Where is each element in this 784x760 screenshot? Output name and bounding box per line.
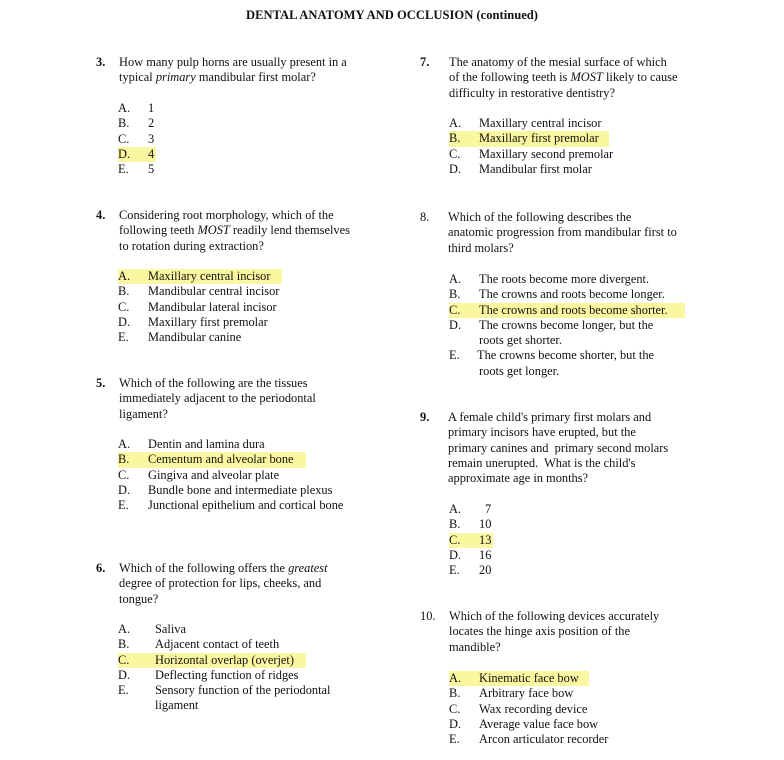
option-e[interactable]: E. The crowns become shorter, but the (449, 348, 655, 363)
stem-line: ligament? (119, 406, 168, 421)
question-number: 10. (420, 609, 436, 623)
stem-line: remain unerupted. What is the child's (448, 455, 636, 470)
stem-line: Which of the following are the tissues (119, 376, 308, 390)
question-number: 4. (96, 208, 106, 222)
option-e[interactable]: E. Junctional epithelium and cortical bone (118, 498, 344, 513)
options-q5 (118, 437, 344, 513)
option-e-continuation: ligament (155, 698, 199, 713)
question-stem (119, 208, 350, 254)
option-a[interactable]: A. Maxillary central incisor (449, 116, 602, 130)
options-q3 (118, 101, 156, 177)
option-a-answer[interactable]: A. Maxillary central incisor (118, 269, 282, 284)
question-stem (449, 609, 659, 655)
options-q9 (449, 502, 493, 578)
option-a[interactable]: A. 1 (118, 101, 155, 115)
question-number: 3. (96, 55, 106, 69)
stem-line: Considering root morphology, which of the (119, 208, 334, 222)
option-b[interactable]: B. The crowns and roots become longer. (449, 287, 665, 302)
option-c-answer[interactable]: C. The crowns and roots become shorter. (449, 303, 685, 318)
stem-line: typical primary mandibular first molar? (119, 70, 316, 85)
option-a[interactable]: A. Saliva (118, 622, 186, 636)
question-stem (449, 55, 678, 101)
stem-line: Which of the following devices accurately (449, 609, 660, 623)
option-e[interactable]: E. Sensory function of the periodontal (118, 683, 331, 698)
stem-line: immediately adjacent to the periodontal (119, 391, 316, 406)
option-c[interactable]: C. 3 (118, 131, 155, 146)
option-a[interactable]: A. The roots become more divergent. (449, 272, 650, 286)
question-stem (119, 561, 328, 607)
question-number: 9. (420, 410, 430, 424)
option-b[interactable]: B. 2 (118, 116, 155, 131)
option-d-answer[interactable]: D. 4 (118, 146, 155, 161)
question-stem (119, 376, 316, 422)
question-number: 8. (420, 210, 430, 224)
option-b[interactable]: B. Adjacent contact of teeth (118, 637, 280, 652)
option-c[interactable]: C. Maxillary second premolar (449, 146, 614, 161)
page-title: DENTAL ANATOMY AND OCCLUSION (continued) (245, 8, 539, 22)
stem-line: mandible? (449, 639, 501, 654)
option-d[interactable]: D. Average value face bow (449, 716, 599, 731)
options-q8 (449, 272, 685, 379)
option-e[interactable]: E. Arcon articulator recorder (449, 732, 609, 747)
option-d[interactable]: D. Deflecting function of ridges (118, 667, 299, 682)
option-c[interactable]: C. Wax recording device (449, 701, 588, 716)
question-number: 5. (96, 376, 106, 390)
option-b-answer[interactable]: B. Cementum and alveolar bone (118, 452, 306, 467)
question-number: 6. (96, 561, 106, 575)
options-q6 (118, 622, 331, 714)
stem-line: The anatomy of the mesial surface of which (449, 55, 667, 69)
stem-line: primary canines and primary second molars (448, 440, 669, 455)
option-e-continuation: roots get longer. (479, 363, 560, 378)
options-q10 (449, 671, 609, 747)
option-d[interactable]: D. Bundle bone and intermediate plexus (118, 482, 333, 497)
stem-line: Which of the following describes the (448, 210, 632, 224)
stem-line: locates the hinge axis position of the (449, 624, 631, 639)
stem-line: Which of the following offers the greatest (119, 561, 328, 575)
stem-line: A female child's primary first molars and (448, 410, 652, 424)
stem-line: degree of protection for lips, cheeks, and (119, 576, 322, 591)
option-c-answer[interactable]: C. 13 (449, 532, 492, 547)
stem-line: anatomic progression from mandibular first to (448, 225, 677, 240)
option-c-answer[interactable]: C. Horizontal overlap (overjet) (118, 653, 306, 668)
option-c[interactable]: C. Mandibular lateral incisor (118, 299, 277, 314)
question-stem (119, 55, 347, 86)
option-d[interactable]: D. Maxillary first premolar (118, 314, 268, 329)
question-stem (448, 410, 668, 486)
option-b[interactable]: B. Mandibular central incisor (118, 284, 280, 299)
option-e[interactable]: E. Mandibular canine (118, 330, 242, 345)
options-q4 (118, 269, 282, 345)
option-d[interactable]: D. Mandibular first molar (449, 161, 592, 176)
option-d-continuation: roots get shorter. (479, 333, 562, 348)
stem-line: third molars? (448, 240, 514, 255)
option-d[interactable]: D. The crowns become longer, but the (449, 317, 654, 332)
stem-line: tongue? (119, 591, 159, 606)
question-number: 7. (420, 55, 430, 69)
stem-line: following teeth MOST readily lend themselves (119, 223, 350, 238)
option-d[interactable]: D. 16 (449, 547, 492, 562)
stem-line: of the following teeth is MOST likely to cause (449, 70, 678, 85)
option-b-answer[interactable]: B. Maxillary first premolar (449, 131, 609, 146)
stem-line: primary incisors have erupted, but the (448, 425, 636, 440)
option-e[interactable]: E. 5 (118, 162, 155, 177)
option-a[interactable]: A. 7 (449, 502, 492, 516)
option-c[interactable]: C. Gingiva and alveolar plate (118, 467, 280, 482)
question-stem (448, 210, 677, 256)
stem-line: How many pulp horns are usually present in a (119, 55, 347, 69)
option-e[interactable]: E. 20 (449, 563, 492, 578)
stem-line: difficulty in restorative dentistry? (449, 85, 615, 100)
option-b[interactable]: B. 10 (449, 517, 492, 532)
option-b[interactable]: B. Arbitrary face bow (449, 686, 574, 701)
option-a-answer[interactable]: A. Kinematic face bow (449, 671, 589, 686)
stem-line: approximate age in months? (448, 471, 589, 486)
stem-line: to rotation during extraction? (119, 238, 264, 253)
option-a[interactable]: A. Dentin and lamina dura (118, 437, 265, 451)
options-q7 (449, 116, 614, 177)
